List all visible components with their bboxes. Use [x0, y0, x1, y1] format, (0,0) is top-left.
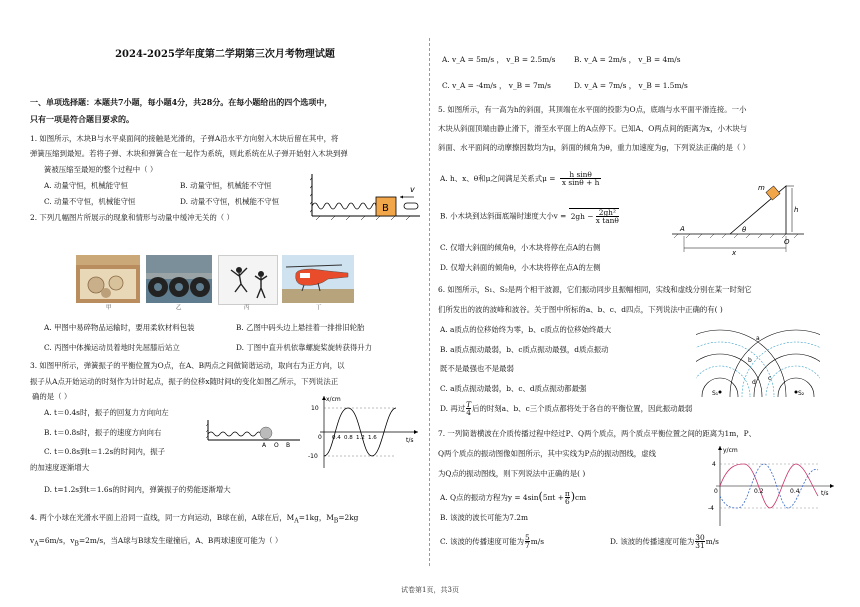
q7-option-a-denominator: 6 — [564, 497, 570, 507]
q7-option-c-post: m/s — [530, 536, 544, 546]
q4-mb-sub: B — [333, 517, 339, 525]
q7-line2: Q两个质点的振动图像如图所示，其中实线为P点的振动图线，虚线 — [438, 449, 656, 458]
q6-option-d-denominator: 4 — [466, 408, 471, 418]
q2-option-d[interactable]: D. 丁图中直升机依靠螺旋桨旋转获得升力 — [236, 343, 373, 352]
q6-line1: 6. 如图所示，S₁、S₂是两个相干波源，它们振动同步且振幅相同，实线和虚线分别在某一时刻它 — [438, 285, 752, 294]
q6-option-d-post: 后的时刻a、b、c三个质点都将处于各自的平衡位置，因此振动最弱 — [472, 403, 693, 413]
q1-line2: 弹簧压缩到最短。若将子弹、木块和弹簧合在一起作为系统，则此系统在从子弹开始射入木块到弹 — [30, 149, 348, 158]
q4-mb: =2kg — [338, 513, 359, 522]
exam-title: 2024-2025学年度第二学期第三次月考物理试题 — [115, 49, 335, 60]
q5-line1: 5. 如图所示，有一高为h的斜面，其顶端在水平面的投影为O点，底端与水平面平滑连接。一小 — [438, 105, 747, 114]
q1-spring-block-figure — [310, 170, 422, 228]
q7-graph-t1: 0.2 — [754, 488, 764, 495]
q6-option-c[interactable]: C. a质点振动最弱，b、c、d质点振动都最强 — [440, 384, 587, 393]
q7-option-d-post: m/s — [705, 536, 719, 546]
q5-label-h: h — [794, 206, 799, 214]
q4-ma-sub: A — [294, 517, 299, 525]
q1-velocity-label: v — [410, 185, 415, 194]
q3-line2: 振子从A点开始运动的时刻作为计时起点，振子的位移x随时间t的变化如图乙所示，下列说法正 — [30, 377, 339, 386]
q4-line1-text: 4. 两个小球在光滑水平面上沿同一直线，同一方向运动，B球在前，A球在后，M — [30, 513, 295, 522]
q7-option-c-numerator: 5 — [525, 533, 530, 542]
q7-option-c-denominator: 7 — [525, 541, 530, 551]
q7-graph-y4: 4 — [712, 461, 716, 468]
q3-option-d[interactable]: D. t=1.2s到t＝1.6s的时间内，弹簧振子的势能逐渐增大 — [44, 485, 231, 494]
q4-line2-rest: ，当A球与B球发生碰撞后，A、B两球速度可能为（ ） — [103, 536, 283, 545]
q1-line1: 1. 如图所示，木块B与水平桌面间的接触是光滑的，子弹A沿水平方向射入木块后留在其中，将 — [30, 134, 339, 143]
q3-point-b: B — [286, 442, 291, 448]
q6-label-c: c — [768, 375, 772, 382]
q7-vibration-graph — [708, 440, 838, 530]
section-heading-line1: 一、单项选择题：本题共7小题，每小题4分，共28分。在每小题给出的四个选项中， — [30, 97, 333, 107]
q6-label-d: d — [752, 379, 756, 386]
q1-line3: 簧被压缩至最短的整个过程中（ ） — [44, 165, 158, 174]
q4-option-a[interactable]: A. v_A = 5m/s ， v_B = 2.5m/s — [442, 55, 556, 64]
q7-option-a-numerator: π — [564, 489, 570, 498]
q6-option-d[interactable] — [440, 401, 692, 417]
q5-incline-figure — [668, 178, 808, 256]
q4-va-v: v — [30, 536, 35, 545]
q3-graph-t2: 0.8 — [344, 435, 353, 441]
q7-option-d[interactable] — [610, 534, 719, 550]
q4-option-b[interactable]: B. v_A = 2m/s ， v_B = 4m/s — [574, 55, 681, 64]
q5-label-m: m — [758, 184, 765, 192]
q4-line1 — [30, 514, 358, 525]
column-divider — [429, 38, 431, 566]
q7-option-d-denominator: 31 — [695, 541, 705, 551]
q1-option-a[interactable]: A. 动量守恒，机械能守恒 — [44, 181, 128, 190]
q5-label-theta: θ — [742, 226, 747, 234]
q5-option-a-denominator: x sinθ + h — [561, 178, 600, 188]
q4-ma: =1kg — [298, 513, 319, 522]
q3-displacement-graph — [308, 392, 422, 470]
q2-option-a[interactable]: A. 甲图中易碎物品运输时，要用柔软材料包装 — [44, 323, 195, 332]
q5-option-a[interactable] — [440, 171, 601, 187]
q7-option-c-pre: C. 该波的传播速度可能为 — [440, 536, 524, 546]
q5-option-b-radicand: 2gh − — [570, 211, 596, 221]
q3-oscillator-figure — [206, 418, 302, 448]
q7-line3: 为Q点的振动图线，则下列说法中正确的是( ) — [438, 469, 586, 478]
q4-mb-prefix: ，M — [318, 513, 334, 522]
q4-line2: $v_A=6m/s$，$v_B=2m/s$，当A球与B球发生碰撞后，A、B两球速度可能为（ ） — [30, 536, 283, 548]
q1-option-d[interactable]: D. 动量不守恒，机械能不守恒 — [180, 197, 280, 206]
q3-graph-xlabel: t/s — [406, 437, 414, 444]
q6-option-d-numerator: T — [466, 400, 472, 409]
q5-line3: 斜面、水平面间的动摩擦因数均为μ，斜面的倾角为θ，重力加速度为g，下列说法正确的是（ ） — [438, 143, 750, 152]
q4-vb-sub: B — [74, 540, 79, 548]
q7-option-b[interactable]: B. 该波的波长可能为7.2m — [440, 513, 529, 522]
q2-caption-4: 丁 — [316, 305, 322, 311]
q6-option-d-pre: D. 再过 — [440, 403, 466, 413]
q2-caption-1: 甲 — [106, 305, 112, 311]
q7-graph-ylabel: y/cm — [723, 447, 738, 454]
q7-line1: 7. 一列简谐横波在介质传播过程中经过P、Q两个质点，两个质点平衡位置之间的距离为1m，P、 — [438, 429, 756, 438]
q3-option-c-line1[interactable]: C. t＝0.8s到t＝1.2s的时间内，振子 — [44, 447, 166, 456]
q6-line2: 们所发出的波的波峰和波谷。关于图中所标的a、b、c、d四点，下列说法中正确的有( ) — [438, 305, 723, 314]
q5-option-b-denominator: x tanθ — [595, 216, 619, 226]
q5-option-a-text: A. h、x、θ和μ之间满足关系式μ = — [440, 173, 556, 183]
q2-caption-2: 乙 — [176, 305, 182, 311]
q4-option-c[interactable]: C. v_A = -4m/s ， v_B = 7m/s — [442, 81, 551, 90]
q1-option-b[interactable]: B. 动量守恒，机械能不守恒 — [180, 181, 272, 190]
q2-photo-helicopter — [282, 255, 354, 303]
q7-graph-t2: 0.4 — [790, 488, 800, 495]
q5-line2: 木块从斜面顶端由静止滑下，滑至水平面上的A点停下。已知A、O两点间的距离为x，小木块与 — [438, 124, 748, 133]
q7-graph-origin: 0 — [714, 488, 718, 495]
q2-line1: 2. 下列几幅图片所展示的现象和情形与动量中缓冲无关的（ ） — [30, 213, 234, 222]
q5-option-b-text: B. 小木块到达斜面底端时速度大小v = — [440, 211, 567, 221]
q7-graph-yn4: -4 — [708, 505, 714, 512]
q3-graph-ylabel: x/cm — [326, 396, 341, 403]
q5-option-d[interactable]: D. 仅增大斜面的倾角θ，小木块将停在点A的左侧 — [440, 263, 601, 272]
q2-option-c[interactable]: C. 丙图中体操运动员着地时先屈膝后站立 — [44, 343, 180, 352]
q6-label-s1: S₁ — [712, 390, 719, 397]
q5-option-a-numerator: h sinθ — [560, 171, 602, 179]
q5-option-c[interactable]: C. 仅增大斜面的倾角θ，小木块将停在点A的右侧 — [440, 243, 601, 252]
q5-option-b-numerator: 2gh² — [596, 209, 619, 217]
q3-graph-t3: 1.2 — [356, 435, 365, 441]
q2-option-b[interactable]: B. 乙图中码头边上悬挂着一排排旧轮胎 — [236, 323, 365, 332]
q5-label-o: O — [784, 238, 790, 246]
q3-graph-ymin: -10 — [308, 453, 318, 460]
q7-graph-xlabel: t/s — [821, 490, 829, 497]
q2-photo-box — [76, 255, 140, 303]
q6-label-a: a — [756, 335, 760, 342]
q2-photo-gymnast — [218, 255, 278, 305]
q4-va-sub: A — [34, 540, 39, 548]
q1-option-c[interactable]: C. 动量不守恒，机械能守恒 — [44, 197, 136, 206]
q7-option-d-numerator: 30 — [695, 533, 705, 542]
q6-option-a[interactable]: A. a质点的位移始终为零，b、c质点的位移始终最大 — [440, 325, 612, 334]
q6-option-b-line1[interactable]: B. a质点振动最弱，b、c质点振动最强，d质点振动 — [440, 345, 609, 354]
q3-graph-ymax: 10 — [311, 405, 319, 412]
q7-option-c[interactable] — [440, 534, 544, 550]
q5-option-b[interactable] — [440, 208, 619, 225]
q3-graph-t4: 1.6 — [368, 435, 377, 441]
q7-option-a[interactable]: A. Q点的振动方程为y = 4sin(5πt + $\frac{\pi}{6}$ )cm — [440, 489, 587, 507]
q7-option-a-mid: 5πt + — [542, 492, 564, 502]
q3-point-a: A — [262, 442, 267, 448]
q3-line3: 确的是（ ） — [32, 392, 72, 401]
q5-label-a: A — [680, 225, 685, 233]
q3-point-o: O — [274, 442, 279, 448]
q7-option-a-post: cm — [575, 492, 587, 502]
section-heading-line2: 只有一项是符合题目要求的。 — [30, 114, 134, 124]
q5-option-b-radical — [569, 208, 619, 225]
q6-label-s2: S₂ — [798, 390, 805, 397]
q3-option-b[interactable]: B. t＝0.8s时，振子的速度方向向右 — [44, 428, 162, 437]
q2-caption-3: 丙 — [244, 305, 250, 311]
q4-va: =6m/s — [38, 536, 63, 545]
q7-option-a-pre: A. Q点的振动方程为y = 4sin — [440, 492, 539, 502]
q6-interference-figure — [696, 322, 820, 398]
q6-option-b-line2: 既不是最强也不是最弱 — [440, 364, 514, 373]
q3-graph-origin: 0 — [318, 434, 322, 441]
q2-photo-tires — [146, 255, 212, 303]
page-footer: 试卷第1页，共3页 — [401, 586, 459, 594]
q3-line1: 3. 如图甲所示，弹簧振子的平衡位置为O点，在A、B两点之间做简谐运动，取向右为正方向，以 — [30, 361, 345, 370]
q7-option-d-pre: D. 该波的传播速度可能为 — [610, 536, 695, 546]
q4-option-d[interactable]: D. v_A = 7m/s ， v_B = 1.5m/s — [574, 81, 688, 90]
q4-vb-v: v — [70, 536, 75, 545]
q1-block-label: B — [382, 203, 389, 214]
q3-option-a[interactable]: A. t＝0.4s时，振子的回复力方向向左 — [44, 408, 169, 417]
q3-graph-t1: 0.4 — [332, 435, 341, 441]
q5-label-x: x — [732, 249, 737, 256]
q4-vb: =2m/s — [78, 536, 104, 545]
q6-label-b: b — [748, 357, 752, 364]
q3-option-c-line2: 的加速度逐渐增大 — [30, 463, 90, 472]
